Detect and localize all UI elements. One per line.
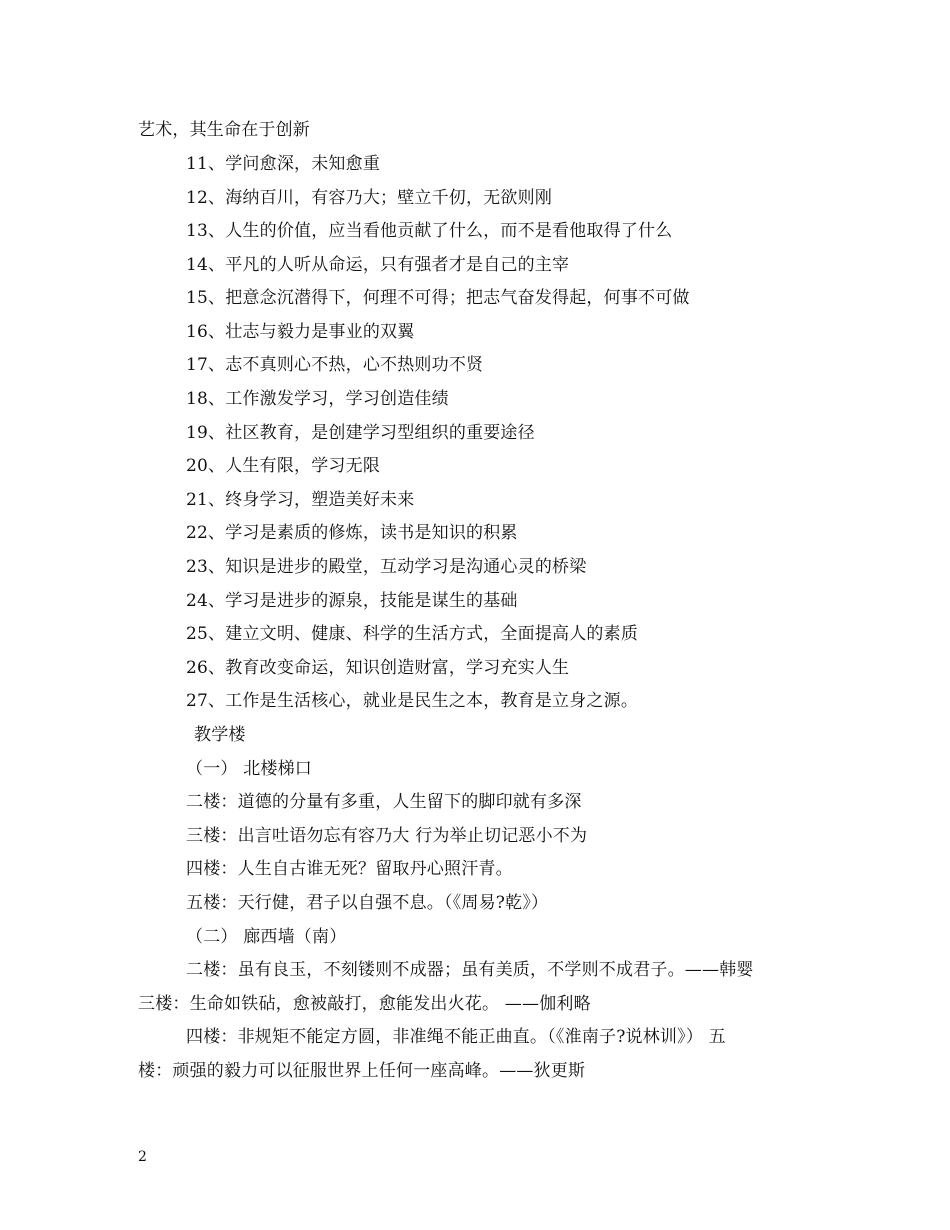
subsection-heading: （一） 北楼梯口 bbox=[186, 759, 313, 779]
text-line: 27、工作是生活核心，就业是民生之本，教育是立身之源。 bbox=[186, 691, 639, 711]
text-line: 四楼：人生自古谁无死？留取丹心照汗青。 bbox=[186, 859, 513, 879]
text-line: 17、志不真则心不热，心不热则功不贤 bbox=[186, 355, 484, 375]
text-line: 21、终身学习，塑造美好未来 bbox=[186, 490, 415, 510]
text-line: 五楼：天行健，君子以自强不息。（《周易?乾》） bbox=[186, 893, 549, 913]
page-number: 2 bbox=[138, 1149, 147, 1165]
text-line: 20、人生有限，学习无限 bbox=[186, 456, 381, 476]
text-line: 23、知识是进步的殿堂，互动学习是沟通心灵的桥梁 bbox=[186, 557, 587, 577]
text-line: 三楼：生命如铁砧，愈被敲打，愈能发出火花。 ——伽利略 bbox=[138, 994, 591, 1014]
text-line: 26、教育改变命运，知识创造财富，学习充实人生 bbox=[186, 658, 570, 678]
text-line: 三楼：出言吐语勿忘有容乃大 行为举止切记恶小不为 bbox=[186, 826, 588, 846]
text-line: 楼：顽强的毅力可以征服世界上任何一座高峰。——狄更斯 bbox=[138, 1061, 586, 1081]
section-heading: 教学楼 bbox=[194, 725, 246, 745]
text-line: 25、建立文明、健康、科学的生活方式，全面提高人的素质 bbox=[186, 624, 639, 644]
text-line: 12、海纳百川，有容乃大；壁立千仞，无欲则刚 bbox=[186, 188, 553, 208]
text-line: 18、工作激发学习，学习创造佳绩 bbox=[186, 389, 449, 409]
text-line: 四楼：非规矩不能定方圆，非准绳不能正曲直。（《淮南子?说林训》） 五 bbox=[186, 1027, 726, 1047]
text-line: 二楼：虽有良玉，不刻镂则不成器；虽有美质，不学则不成君子。——韩婴 bbox=[186, 960, 754, 980]
text-line: 13、人生的价值，应当看他贡献了什么，而不是看他取得了什么 bbox=[186, 221, 673, 241]
text-line: 艺术，其生命在于创新 bbox=[138, 120, 310, 140]
text-line: 19、社区教育，是创建学习型组织的重要途径 bbox=[186, 423, 535, 443]
text-line: 14、平凡的人听从命运，只有强者才是自己的主宰 bbox=[186, 255, 570, 275]
text-line: 11、学问愈深，未知愈重 bbox=[186, 154, 381, 174]
subsection-heading: （二） 廊西墙（南） bbox=[186, 927, 347, 947]
text-line: 15、把意念沉潜得下，何理不可得；把志气奋发得起，何事不可做 bbox=[186, 288, 690, 308]
text-line: 二楼：道德的分量有多重，人生留下的脚印就有多深 bbox=[186, 792, 582, 812]
text-line: 16、壮志与毅力是事业的双翼 bbox=[186, 322, 415, 342]
text-line: 24、学习是进步的源泉，技能是谋生的基础 bbox=[186, 591, 518, 611]
text-line: 22、学习是素质的修炼，读书是知识的积累 bbox=[186, 523, 518, 543]
